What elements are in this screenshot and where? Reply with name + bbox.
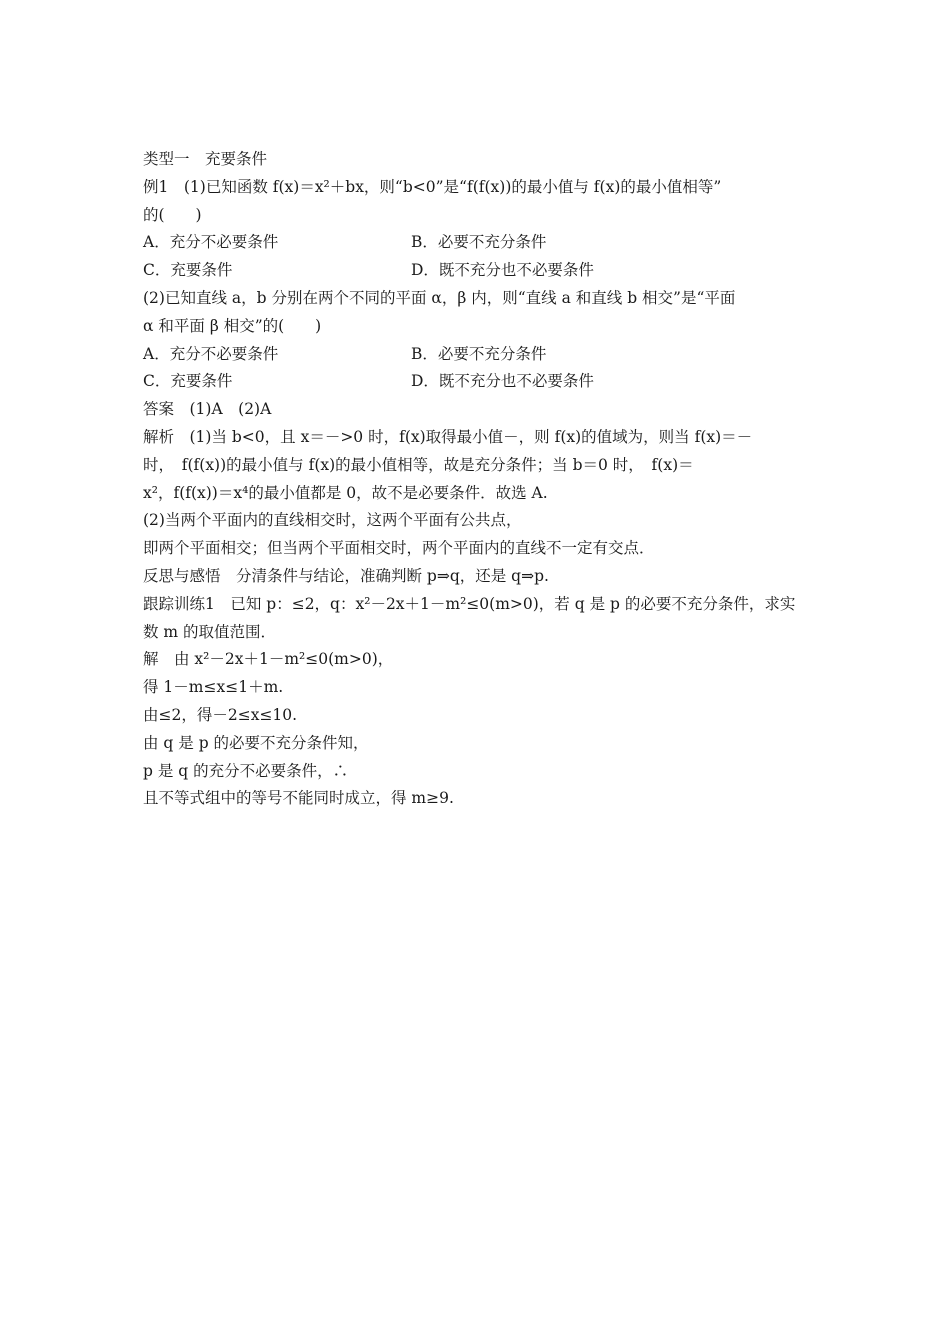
solution-line: 由≤2，得－2≤x≤10. xyxy=(143,705,298,724)
solution-line: p 是 q 的充分不必要条件，∴ xyxy=(143,761,349,780)
example-1-question-cont: 的( ) xyxy=(143,205,202,224)
analysis-line: 时， f(f(x))的最小值与 f(x)的最小值相等，故是充分条件；当 b＝0 时， f(x)＝ xyxy=(143,455,694,474)
solution-line: 且不等式组中的等号不能同时成立，得 m≥9. xyxy=(143,789,454,808)
solution-line: 解 由 x²－2x＋1－m²≤0(m>0)， xyxy=(143,650,394,669)
analysis-line: 解析 (1)当 b<0，且 x＝－>0 时，f(x)取得最小值－，则 f(x)的值域为，则当 f(x)＝－ xyxy=(143,427,753,446)
analysis-line: (2)当两个平面内的直线相交时，这两个平面有公共点， xyxy=(143,511,522,530)
option-d: D．既不充分也不必要条件 xyxy=(411,261,594,280)
option-a: A．充分不必要条件 xyxy=(143,344,279,363)
example-2-question: (2)已知直线 a，b 分别在两个不同的平面 α，β 内，则“直线 a 和直线 b 相交”是“平面 xyxy=(143,288,736,307)
option-d: D．既不充分也不必要条件 xyxy=(411,372,594,391)
solution-line: 由 q 是 p 的必要不充分条件知， xyxy=(143,733,369,752)
document-body xyxy=(143,146,813,813)
options-row xyxy=(143,229,813,257)
example-2-question-cont: α 和平面 β 相交”的( ) xyxy=(143,316,322,335)
option-c: C．充要条件 xyxy=(143,372,233,391)
options-row xyxy=(143,341,813,369)
exercise-line: 数 m 的取值范围． xyxy=(143,622,277,641)
options-row xyxy=(143,368,813,396)
solution-line: 得 1－m≤x≤1＋m. xyxy=(143,678,284,697)
reflection-line: 反思与感悟 分清条件与结论，准确判断 p⇒q，还是 q⇒p. xyxy=(143,566,549,585)
analysis-line: x²，f(f(x))＝x⁴的最小值都是 0，故不是必要条件．故选 A. xyxy=(143,483,548,502)
section-heading: 类型一 充要条件 xyxy=(143,150,268,168)
option-c: C．充要条件 xyxy=(143,261,233,280)
options-row xyxy=(143,257,813,285)
analysis-line: 即两个平面相交；但当两个平面相交时，两个平面内的直线不一定有交点． xyxy=(143,539,655,558)
exercise-line: 跟踪训练1 已知 p：≤2，q：x²－2x＋1－m²≤0(m>0)，若 q 是 p 的必要不充分条件，求实 xyxy=(143,594,796,613)
answer-line: 答案 (1)A (2)A xyxy=(143,400,272,419)
option-b: B．必要不充分条件 xyxy=(411,233,547,252)
option-b: B．必要不充分条件 xyxy=(411,344,547,363)
option-a: A．充分不必要条件 xyxy=(143,233,279,252)
example-1-question: 例1 (1)已知函数 f(x)＝x²＋bx，则“b<0”是“f(f(x))的最小值与 f(x)的最小值相等” xyxy=(143,177,722,196)
